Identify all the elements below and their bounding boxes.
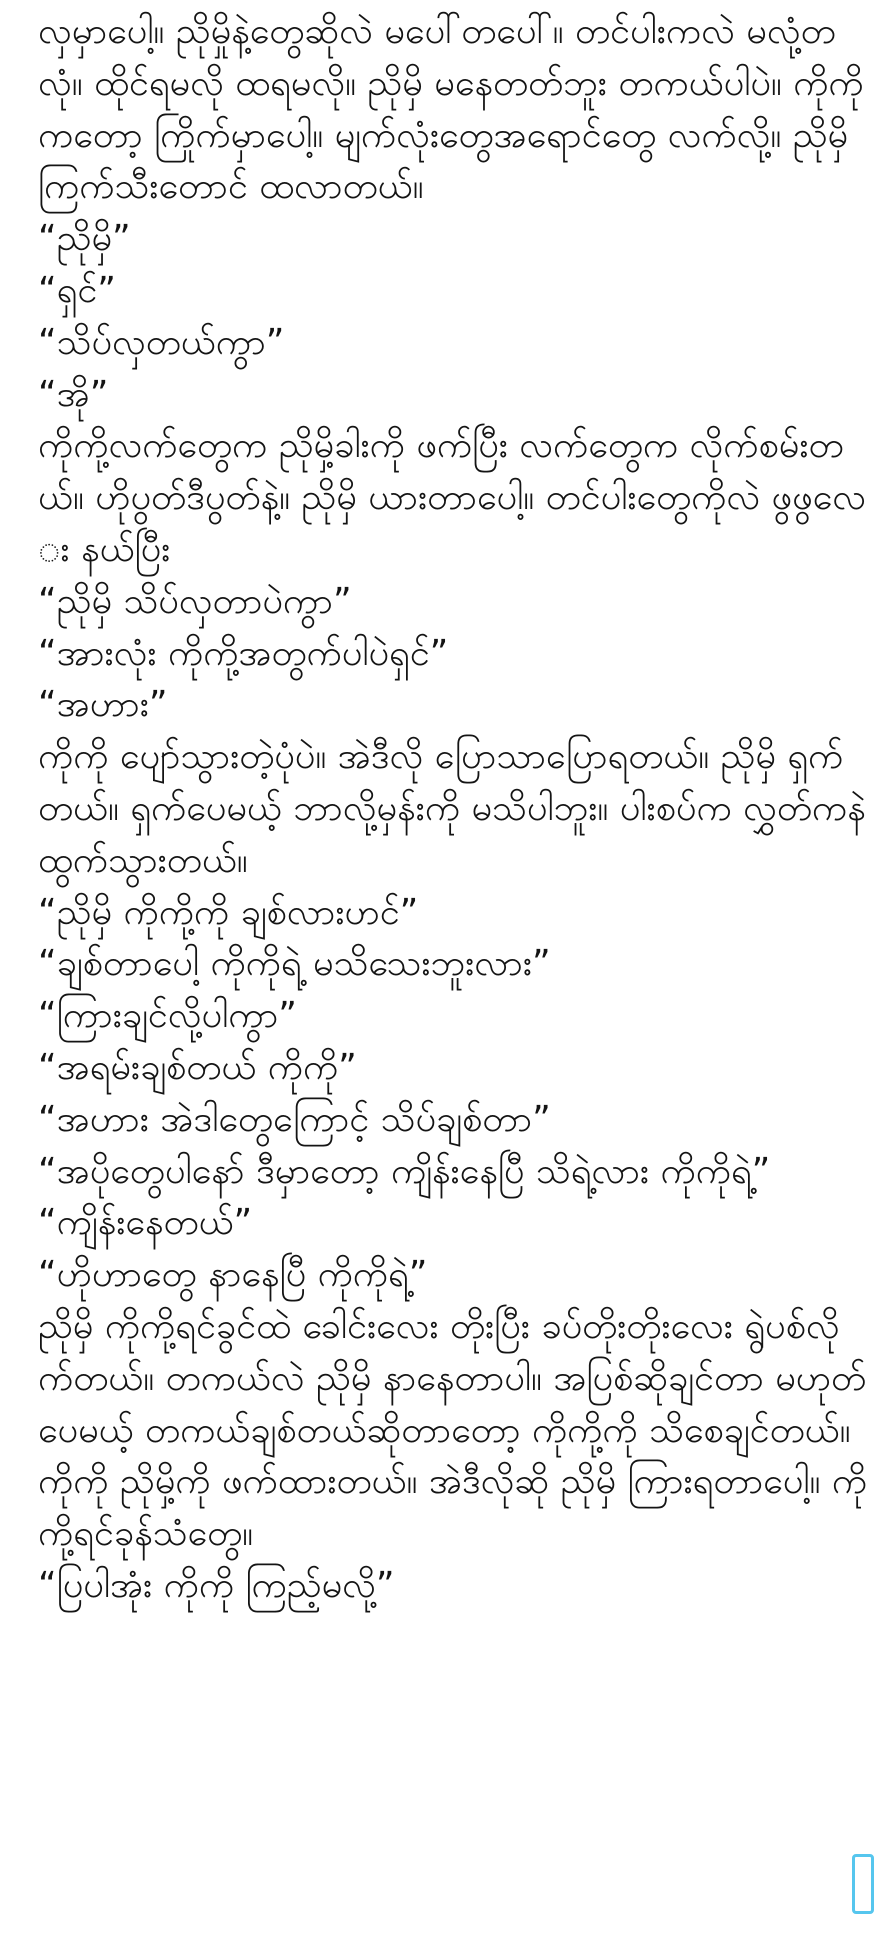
dialogue-line: “အားလုံး ကိုကို့အတွက်ပါပဲရှင်” — [38, 632, 449, 674]
dialogue-line: “ချစ်တာပေါ့ ကိုကိုရဲ့ မသိသေးဘူးလား” — [38, 943, 551, 985]
scroll-handle[interactable] — [852, 1854, 874, 1914]
dialogue-line: “အပိုတွေပါနော် ဒီမှာတော့ ကျိန်းနေပြီ သိရဲ့လား ကိုကိုရဲ့” — [38, 1150, 771, 1192]
paragraph-intro: လှမှာပေါ့။ ညိုမှိုနဲ့တွေဆိုလဲ မပေါ်တပေါ်။ တင်ပါးကလဲ မလုံ့တလုံ။ ထိုင်ရမလို ထရမလို။ ညိုမှိ မနေတတ်ဘူး တကယ်ပါပဲ။ ကိုကိုကတော့ ကြိုက်မှာပေါ့။ မျက်လုံးတွေအရောင်တွေ လက်လို့။ ညိုမှိ ကြက်သီးတောင် ထလာတယ်။ — [38, 11, 864, 208]
dialogue-line: “ရှင်” — [38, 269, 116, 311]
dialogue-line: “ညိုမှိ သိပ်လှတာပဲကွာ” — [38, 580, 352, 622]
dialogue-line: “အဟား” — [38, 684, 168, 726]
dialogue-line: “ကျိန်းနေတယ်” — [38, 1202, 253, 1244]
dialogue-line: “သိပ်လှတယ်ကွာ” — [38, 321, 285, 363]
dialogue-line: “ဟိုဟာတွေ နာနေပြီ ကိုကိုရဲ့” — [38, 1254, 428, 1296]
dialogue-line: “ညိုမှိ” — [38, 218, 131, 260]
narration-paragraph: ကိုကို ပျော်သွားတဲ့ပုံပဲ။ အဲဒီလို ပြောသာပြောရတယ်။ ညိုမှိ ရှက်တယ်။ ရှက်ပေမယ့် ဘာလို့မှန်းကို မသိပါဘူး။ ပါးစပ်က လွှတ်ကနဲ ထွက်သွားတယ်။ — [38, 736, 866, 881]
story-text — [38, 6, 868, 1612]
narration-paragraph: ကိုကို့လက်တွေက ညိုမှိ့ခါးကို ဖက်ပြီး လက်တွေက လိုက်စမ်းတယ်။ ဟိုပွတ်ဒီပွတ်နဲ့။ ညိုမှိ ယားတာပေါ့။ တင်ပါးတွေကိုလဲ ဖွဖွလေး နယ်ပြီး — [38, 425, 866, 570]
dialogue-line: “အို” — [38, 373, 109, 415]
dialogue-line: “ပြပါအုံး ကိုကို ကြည့်မလို့” — [38, 1564, 395, 1606]
dialogue-line: “အဟား အဲဒါတွေကြောင့် သိပ်ချစ်တာ” — [38, 1098, 551, 1140]
dialogue-line: “အရမ်းချစ်တယ် ကိုကို” — [38, 1046, 357, 1088]
narration-paragraph: ညိုမှိ ကိုကို့ရင်ခွင်ထဲ ခေါင်းလေး တိုးပြီး ခပ်တိုးတိုးလေး ရွဲပစ်လိုက်တယ်။ တကယ်လဲ ညိုမှိ နာနေတာပါ။ အပြစ်ဆိုချင်တာ မဟုတ်ပေမယ့် တကယ်ချစ်တယ်ဆိုတာတော့ ကိုကို့ကို သိစေချင်တယ်။ ကိုကို ညိုမှိ့ကို ဖက်ထားတယ်။ အဲဒီလိုဆို ညိုမှိ ကြားရတာပေါ့။ ကိုကို့ရင်ခုန်သံတွေ။ — [38, 1305, 868, 1555]
dialogue-line: “ကြားချင်လို့ပါကွာ” — [38, 995, 297, 1037]
dialogue-line: “ညိုမှိ ကိုကို့ကို ချစ်လားဟင်” — [38, 891, 419, 933]
